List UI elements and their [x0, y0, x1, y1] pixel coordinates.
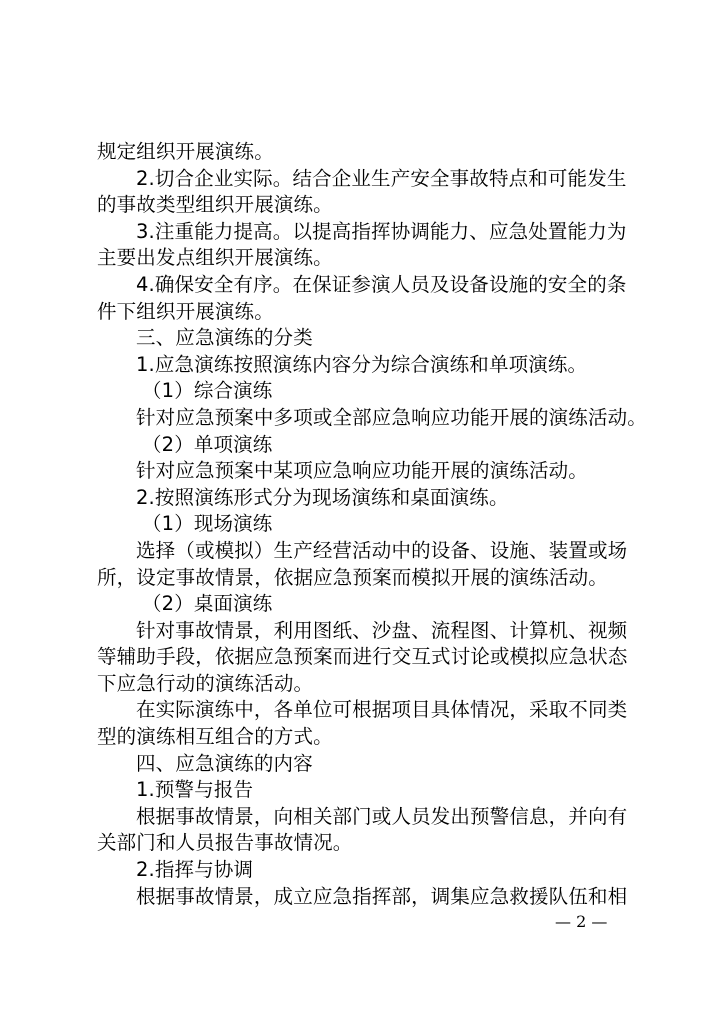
text-line: 2.指挥与协调 [136, 858, 254, 882]
text-line: 1.预警与报告 [136, 778, 254, 802]
text-line: 在实际演练中，各单位可根据项目具体情况，采取不同类 [136, 698, 628, 722]
text-line: 根据事故情景，向相关部门或人员发出预警信息，并向有 [136, 804, 628, 828]
text-line: 关部门和人员报告事故情况。 [97, 831, 353, 855]
text-line: 2.按照演练形式分为现场演练和桌面演练。 [136, 485, 509, 509]
sub-heading: （2）单项演练 [142, 432, 273, 456]
text-line: 根据事故情景，成立应急指挥部，调集应急救援队伍和相 [136, 884, 628, 908]
text-line: 针对应急预案中多项或全部应急响应功能开展的演练活动。 [136, 405, 647, 429]
text-line: 针对应急预案中某项应急响应功能开展的演练活动。 [136, 459, 588, 483]
text-line: 下应急行动的演练活动。 [97, 671, 314, 695]
text-line: 2.切合企业实际。结合企业生产安全事故特点和可能发生 [136, 166, 627, 190]
section-heading: 三、应急演练的分类 [136, 326, 313, 350]
text-line: 针对事故情景，利用图纸、沙盘、流程图、计算机、视频 [136, 618, 628, 642]
text-line: 主要出发点组织开展演练。 [97, 246, 333, 270]
text-line: 等辅助手段，依据应急预案而进行交互式讨论或模拟应急状态 [97, 645, 628, 669]
text-line: 4.确保安全有序。在保证参演人员及设备设施的安全的条 [136, 272, 627, 296]
sub-heading: （1）综合演练 [142, 379, 273, 403]
text-line: 件下组织开展演练。 [97, 299, 274, 323]
text-line: 型的演练相互组合的方式。 [97, 725, 333, 749]
section-heading: 四、应急演练的内容 [136, 751, 313, 775]
text-line: 选择（或模拟）生产经营活动中的设备、设施、装置或场 [136, 538, 628, 562]
page-number: — 2 — [555, 912, 608, 931]
sub-heading: （2）桌面演练 [142, 592, 273, 616]
sub-heading: （1）现场演练 [142, 512, 273, 536]
document-body [97, 139, 647, 910]
text-line: 的事故类型组织开展演练。 [97, 193, 333, 217]
text-line: 所，设定事故情景，依据应急预案而模拟开展的演练活动。 [97, 565, 608, 589]
text-line: 规定组织开展演练。 [97, 140, 274, 163]
text-line: 1.应急演练按照演练内容分为综合演练和单项演练。 [136, 352, 588, 376]
text-line: 3.注重能力提高。以提高指挥协调能力、应急处置能力为 [136, 219, 627, 243]
